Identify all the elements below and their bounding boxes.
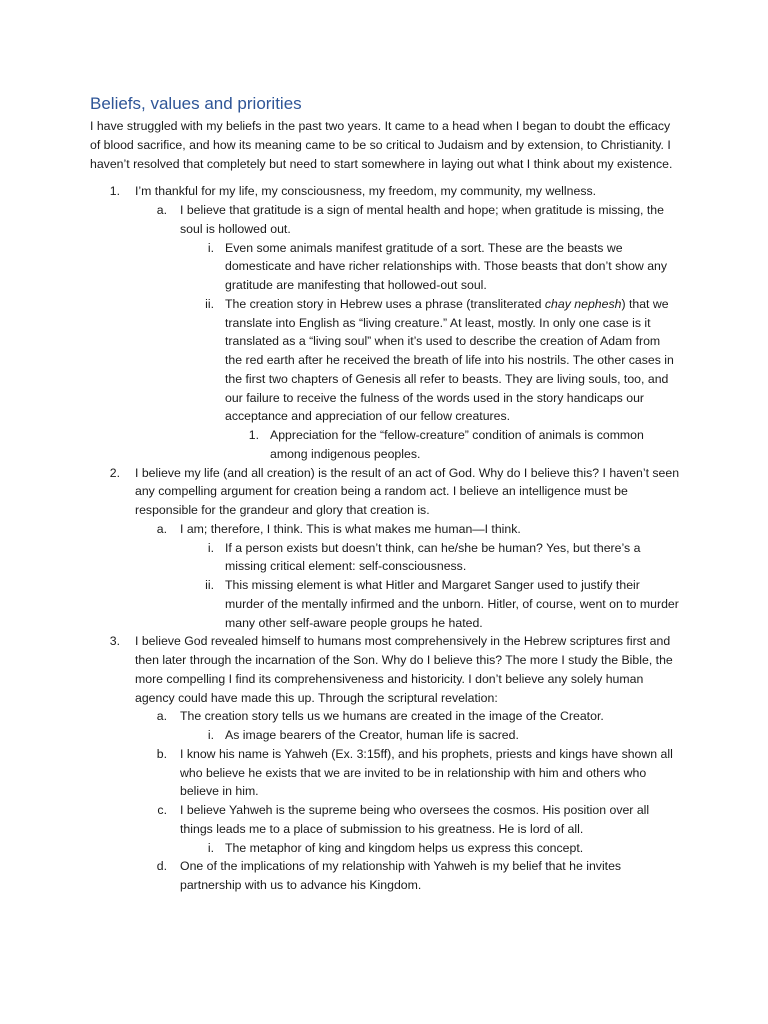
list-item-text: The metaphor of king and kingdom helps us express this concept. [225,840,584,855]
list-marker: a. [156,709,167,724]
list-item-3d [90,857,680,895]
list-item-1 [90,182,680,201]
list-marker: ii. [205,296,214,311]
list-item-3c [90,801,680,839]
list-marker: ii. [205,578,214,592]
page-title: Beliefs, values and priorities [90,94,302,113]
list-item-text [225,297,674,424]
list-item-1a-ii [90,295,680,426]
list-item-2a [90,520,680,539]
list-item-3c-i [90,839,680,858]
list-marker: i. [207,540,214,555]
list-item-1a-i [90,239,680,295]
list-marker: c. [157,803,167,817]
list-item-3 [90,632,680,707]
list-item-text: I believe God revealed himself to humans most comprehensively in the Hebrew scriptures first and then later through the incarnation of the Son. Why do I believe this? The more I study the Bible, the more compelling I find its comprehensiveness and historicity. I don’t believe any solely human agency could have made this up. Through the scriptural revelation: [135,634,673,705]
list-marker: b. [156,746,167,761]
list-item-text: The creation story tells us we humans are created in the image of the Creator. [180,709,604,724]
list-item-1a-ii-1 [90,426,680,464]
list-marker: 1. [109,184,120,199]
list-item-2 [90,464,680,520]
list-item-text: Appreciation for the “fellow-creature” condition of animals is common among indigenous peoples. [270,428,644,461]
italic-term: chay nephesh [544,296,622,311]
list-marker: 3. [109,634,120,649]
list-item-2a-i [90,539,680,577]
list-item-3a-i [90,726,680,745]
list-item-2a-ii [90,576,680,632]
list-item-text: If a person exists but doesn’t think, can he/she be human? Yes, but there’s a missing critical element: self-consciousness. [225,540,641,574]
document-page [90,92,680,895]
text-segment: The creation story in Hebrew uses a phrase (transliterated [225,296,545,311]
list-marker: a. [156,203,167,217]
list-item-text: I know his name is Yahweh (Ex. 3:15ff), and his prophets, priests and kings have shown all who believe he exists that we are invited to be in relationship with him and others who believe in him. [180,746,673,799]
list-item-1a [90,201,680,239]
list-item-text: I’m thankful for my life, my consciousness, my freedom, my community, my wellness. [135,184,597,199]
list-marker: i. [207,840,214,855]
list-item-text: I believe Yahweh is the supreme being who oversees the cosmos. His position over all things leads me to a place of submission to his greatness. He is lord of all. [180,803,650,836]
list-item-text: I am; therefore, I think. This is what makes me human—I think. [180,521,521,536]
list-item-text: As image bearers of the Creator, human life is sacred. [225,728,519,742]
list-item-3b [90,745,680,801]
list-marker: a. [156,521,167,536]
list-item-text: One of the implications of my relationship with Yahweh is my belief that he invites partnership with us to advance his Kingdom. [180,859,622,892]
list-item-text: This missing element is what Hitler and Margaret Sanger used to justify their murder of the mentally infirmed and the unborn. Hitler, of course, went on to murder many other self-aware people groups he hated. [225,578,679,630]
list-item-text: I believe my life (and all creation) is the result of an act of God. Why do I believe this? I haven’t seen any compelling argument for creation being a random act. I believe an intelligence must be responsible for the grandeur and glory that creation is. [135,465,680,517]
text-segment: ) that we translate into English as “living creature.” At least, mostly. In only one case is it translated as a “living soul” when it’s used to describe the creation of Adam from the red earth after he received the breath of life into his nostrils. The other cases in the first two chapters of Genesis all refer to beasts. They are living souls, too, and our failure to receive the fulness of the words used in the story handicaps our acceptance and appreciation of our fellow creatures. [225,296,674,424]
list-marker: 2. [109,465,120,480]
list-marker: d. [156,859,167,874]
list-marker: i. [207,728,214,742]
intro-paragraph: I have struggled with my beliefs in the past two years. It came to a head when I began to doubt the efficacy of blood sacrifice, and how its meaning came to be so critical to Judaism and by extension, to Christianity. I haven’t resolved that completely but need to start somewhere in laying out what I think about my existence. [90,119,673,171]
list-marker: i. [207,240,214,255]
list-item-3a [90,707,680,726]
list-item-text: I believe that gratitude is a sign of mental health and hope; when gratitude is missing, the soul is hollowed out. [180,203,664,236]
list-item-text: Even some animals manifest gratitude of a sort. These are the beasts we domesticate and have richer relationships with. Those beasts that don’t show any gratitude are manifesting that hollowed-out soul. [225,240,668,292]
list-marker: 1. [248,428,259,442]
